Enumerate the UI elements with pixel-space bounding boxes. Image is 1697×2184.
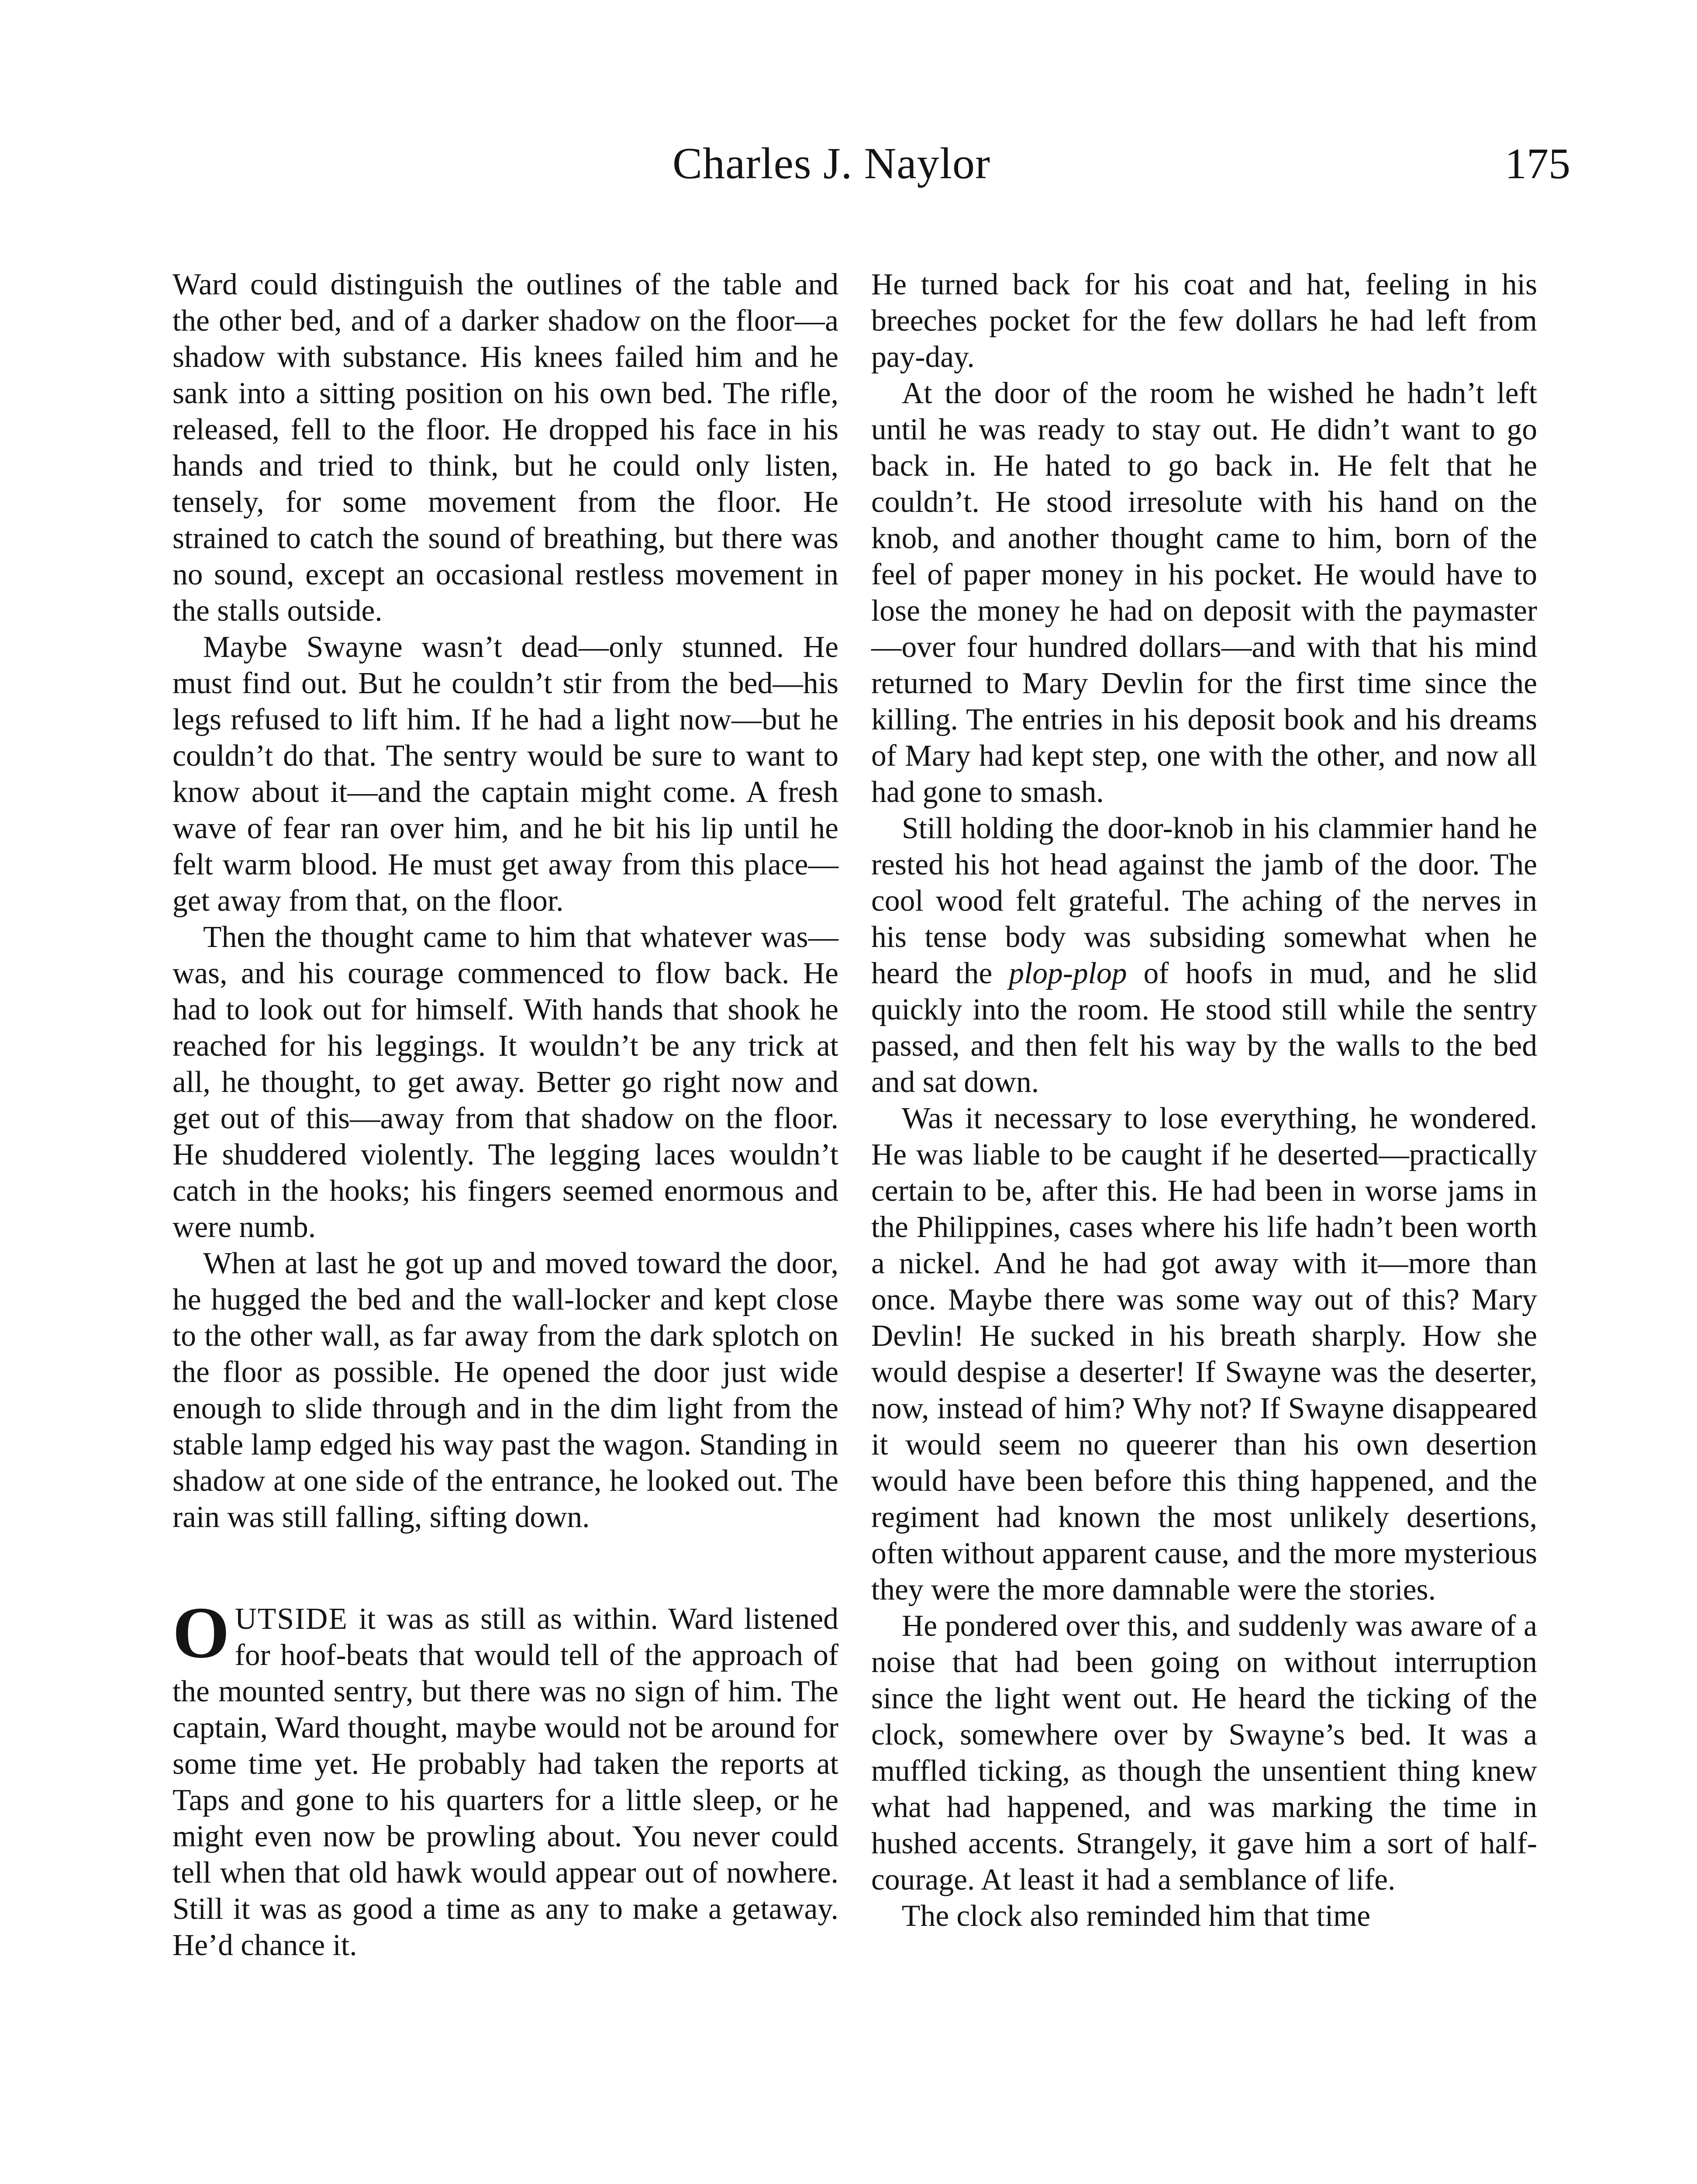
drop-cap: O	[172, 1592, 230, 1673]
paragraph: Ward could distinguish the outlines of the table and the other bed, and of a darker shadow on the floor—a shadow with substance. His knees failed him and he sank into a sitting position on his own bed. The rifle, released, fell to the floor. He dropped his face in his hands and tried to think, but he could only listen, tensely, for some movement from the floor. He strained to catch the sound of breathing, but there was no sound, except an occasional restless movement in the stalls outside.	[172, 268, 838, 628]
page-number: 175	[1505, 139, 1570, 188]
section-break	[172, 1535, 838, 1601]
left-column	[172, 266, 838, 1963]
right-column	[871, 266, 1537, 1934]
paragraph	[871, 810, 1537, 1100]
section-opening-paragraph	[172, 1592, 838, 1963]
author-name: Charles J. Naylor	[673, 139, 991, 188]
paragraph: Was it necessary to lose everything, he wondered. He was liable to be caught if he deserted—practically certain to be, after this. He had been in worse jams in the Philippines, cases where his life hadn’t been worth a nickel. And he had got away with it—more than once. Maybe there was some way out of this? Mary Devlin! He sucked in his breath sharply. How she would despise a deserter! If Swayne was the deserter, now, instead of him? Why not? If Swayne disappeared it would seem no queerer than his own desertion would have been before this thing happened, and the regiment had known the most unlikely desertions, often without apparent cause, and the more mysterious they were the more damnable were the stories.	[871, 1102, 1537, 1607]
paragraph: Then the thought came to him that whatever was—was, and his courage commenced to flow back. He had to look out for himself. With hands that shook he reached for his leggings. It wouldn’t be any trick at all, he thought, to get away. Better go right now and get out of this—away from that shadow on the floor. He shuddered violently. The legging laces wouldn’t catch in the hooks; his fingers seemed enormous and were numb.	[172, 920, 838, 1244]
paragraph: The clock also reminded him that time	[902, 1899, 1371, 1933]
small-caps-lead: UTSIDE	[235, 1602, 348, 1636]
paragraph: Maybe Swayne wasn’t dead—only stunned. He must find out. But he couldn’t stir from the bed—his legs refused to lift him. If he had a light now—but he couldn’t do that. The sentry would be sure to want to know about it—and the captain might come. A fresh wave of fear ran over him, and he bit his lip until he felt warm blood. He must get away from this place—get away from that, on the floor.	[172, 630, 838, 918]
paragraph-text: Still holding the door-knob in his clammier hand he rested his hot head against the jamb of the door. The cool wood felt grateful. The aching of the nerves in his tense body was subsiding somewhat when he heard the	[871, 812, 1537, 990]
paragraph: At the door of the room he wished he hadn’t left until he was ready to stay out. He didn’t want to go back in. He hated to go back in. He felt that he couldn’t. He stood irresolute with his hand on the knob, and another thought came to him, born of the feel of paper money in his pocket. He would have to lose the money he had on deposit with the paymaster—over four hundred dollars—and with that his mind returned to Mary Devlin for the first time since the killing. The entries in his deposit book and his dreams of Mary had kept step, one with the other, and now all had gone to smash.	[871, 377, 1537, 809]
paragraph: He pondered over this, and suddenly was aware of a noise that had been going on without interruption since the light went out. He heard the ticking of the clock, somewhere over by Swayne’s bed. It was a muffled ticking, as though the unsentient thing knew what had happened, and was marking the time in hushed accents. Strangely, it gave him a sort of half-courage. At least it had a semblance of life.	[871, 1609, 1537, 1897]
paragraph-text: of hoofs in mud, and he slid quickly into the room. He stood still while the sentry passed, and then felt his way by the walls to the bed and sat down.	[871, 957, 1537, 1099]
paragraph-text: it was as still as within. Ward listened for hoof-beats that would tell of the approach of the mounted sentry, but there was no sign of him. The captain, Ward thought, maybe would not be around for some time yet. He probably had taken the reports at Taps and gone to his quarters for a little sleep, or he might even now be prowling about. You never could tell when that old hawk would appear out of nowhere. Still it was as good a time as any to make a getaway. He’d chance it.	[172, 1602, 838, 1962]
paragraph: He turned back for his coat and hat, feeling in his breeches pocket for the few dollars he had left from pay-day.	[871, 268, 1537, 374]
running-head	[0, 131, 1697, 218]
paragraph: When at last he got up and moved toward the door, he hugged the bed and the wall-locker and kept close to the other wall, as far away from the dark splotch on the floor as possible. He opened the door just wide enough to slide through and in the dim light from the stable lamp edged his way past the wagon. Standing in shadow at one side of the entrance, he looked out. The rain was still falling, sifting down.	[172, 1247, 838, 1534]
emphasized-text: plop-plop	[1009, 957, 1127, 990]
